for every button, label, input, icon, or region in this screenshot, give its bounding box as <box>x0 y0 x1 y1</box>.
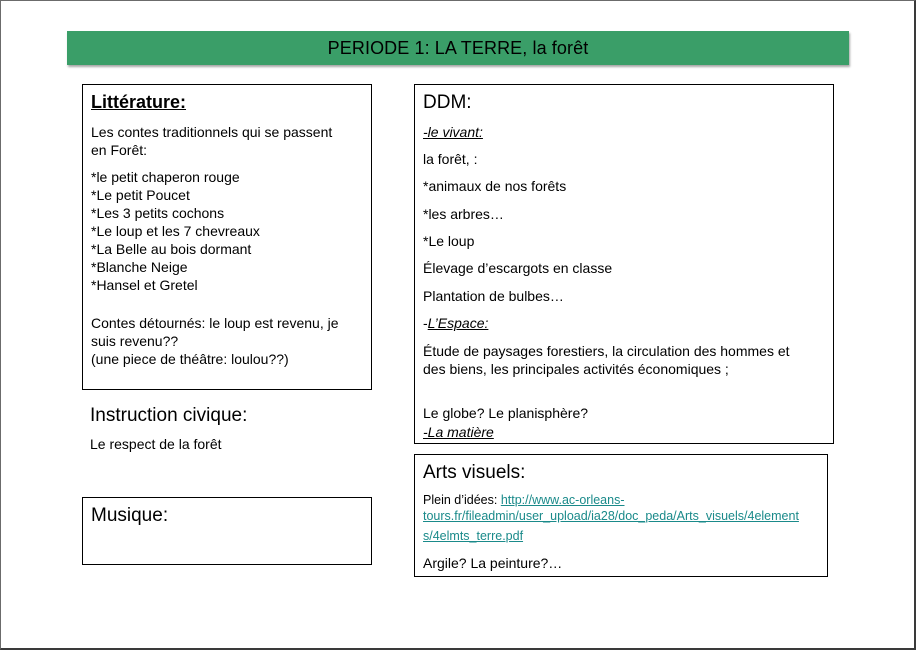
ddm-item: *les arbres… <box>423 206 504 222</box>
ddm-item: *Le loup <box>423 233 475 249</box>
resource-link-cont[interactable]: tours.fr/fileadmin/user_upload/ia28/doc_peda/Arts_visuels/4element <box>423 509 799 523</box>
musique-heading: Musique: <box>91 505 169 526</box>
litterature-box <box>82 84 372 390</box>
ddm-item: la forêt, : <box>423 151 478 167</box>
period-title: PERIODE 1: LA TERRE, la forêt <box>327 37 589 58</box>
detournes-line-3: (une piece de théâtre: loulou??) <box>91 351 289 367</box>
tale-item: *Hansel et Gretel <box>91 277 198 293</box>
resource-link-cont[interactable]: s/4elmts_terre.pdf <box>423 529 524 543</box>
tale-item: *Le loup et les 7 chevreaux <box>91 223 260 239</box>
tale-item: *Blanche Neige <box>91 259 188 275</box>
espace-label-line <box>423 314 488 332</box>
ddm-item: Élevage d’escargots en classe <box>423 260 613 276</box>
ddm-item: *animaux de nos forêts <box>423 178 567 194</box>
globe-text: Le globe? Le planisphère? <box>423 405 589 421</box>
arts-question: Argile? La peinture?… <box>423 555 563 571</box>
vivant-label: -le vivant: <box>423 124 483 140</box>
litterature-heading: Littérature: <box>91 92 187 112</box>
ideas-label: Plein d’idées: <box>423 493 501 507</box>
litterature-intro-1: Les contes traditionnels qui se passent <box>91 124 333 140</box>
litterature-intro-2: en Forêt: <box>91 142 148 158</box>
tale-item: *La Belle au bois dormant <box>91 241 252 257</box>
instruction-text: Le respect de la forêt <box>90 436 222 452</box>
tale-item: *le petit chaperon rouge <box>91 169 240 185</box>
detournes-line-2: suis revenu?? <box>91 333 179 349</box>
detournes-line-1: Contes détournés: le loup est revenu, je <box>91 315 339 331</box>
period-banner <box>67 31 849 65</box>
tale-item: *Les 3 petits cochons <box>91 205 225 221</box>
resource-link[interactable]: http://www.ac-orleans- <box>500 493 625 507</box>
instruction-heading: Instruction civique: <box>90 405 248 426</box>
espace-line-2: des biens, les principales activités économiques ; <box>423 361 729 377</box>
matiere-label: -La matière <box>423 424 494 440</box>
espace-dash: - <box>423 315 428 331</box>
tale-item: *Le petit Poucet <box>91 187 190 203</box>
musique-box <box>82 497 372 565</box>
ddm-box <box>414 84 834 444</box>
ddm-heading: DDM: <box>423 92 472 113</box>
espace-label: L’Espace: <box>427 315 489 331</box>
ddm-item: Plantation de bulbes… <box>423 288 564 304</box>
espace-line-1: Étude de paysages forestiers, la circulation des hommes et <box>423 343 790 359</box>
arts-heading: Arts visuels: <box>423 462 526 483</box>
arts-box <box>414 454 828 577</box>
